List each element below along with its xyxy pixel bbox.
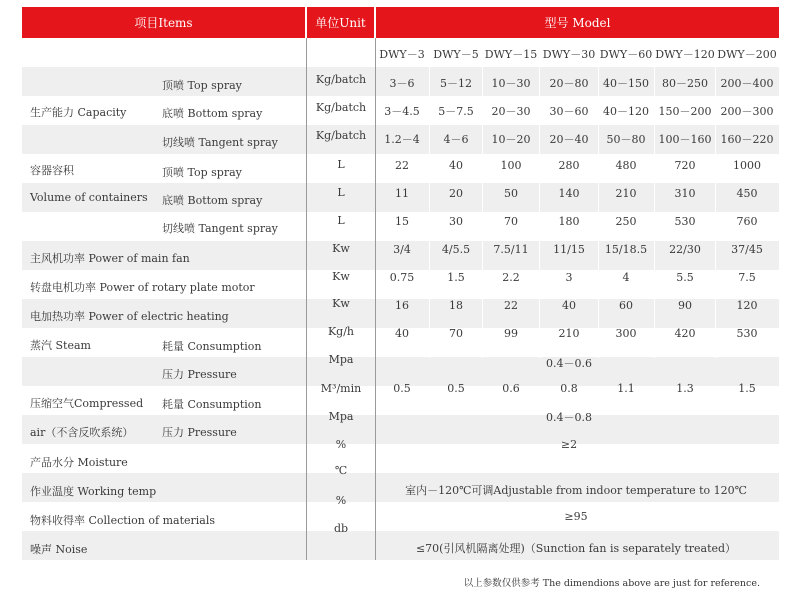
column-divider: [539, 38, 540, 358]
model-name: DWY－30: [542, 48, 596, 61]
value-cell: 1.5: [738, 382, 756, 395]
value-cell: 11: [395, 187, 409, 200]
column-divider: [429, 386, 430, 415]
unit-cell: Kg/batch: [315, 101, 367, 114]
unit-cell: ℃: [334, 464, 348, 477]
value-cell: 37/45: [731, 243, 763, 256]
value-cell: 40－120: [603, 105, 649, 118]
value-cell: 100: [500, 159, 522, 172]
value-cell: 7.5: [738, 271, 756, 284]
value-cell: 150－200: [658, 105, 712, 118]
capacity-label: 生产能力 Capacity: [30, 106, 127, 119]
value-cell: 20－80: [549, 77, 589, 90]
value-cell: 250: [615, 215, 637, 228]
value-cell: 4: [622, 271, 630, 284]
value-cell: 0.5: [447, 382, 465, 395]
unit-cell: Kw: [332, 270, 350, 283]
value-cell: 450: [736, 187, 758, 200]
unit-cell: %: [335, 494, 347, 507]
value-cell: 20: [449, 187, 463, 200]
unit-cell: db: [333, 522, 349, 535]
value-cell: 1.1: [617, 382, 635, 395]
unit-cell: Kg/batch: [315, 73, 367, 86]
value-cell: 15/18.5: [604, 243, 648, 256]
unit-cell: L: [337, 158, 345, 171]
volume-label-en: Volume of containers: [30, 191, 148, 204]
value-cell: 480: [615, 159, 637, 172]
sub-label: 压力 Pressure: [162, 368, 237, 381]
value-cell: 5－12: [440, 77, 472, 90]
value-cell: 22: [504, 299, 518, 312]
value-cell: 0.4－0.6: [546, 357, 592, 370]
steam-label: 蒸汽 Steam: [30, 339, 91, 352]
footnote: 以上参数仅供参考 The dimendions above are just for reference.: [463, 578, 760, 589]
sub-label: 底喷 Bottom spray: [162, 194, 263, 207]
unit-cell: L: [337, 186, 345, 199]
column-divider: [654, 38, 655, 358]
value-cell: 420: [674, 327, 696, 340]
value-cell: 40: [395, 327, 409, 340]
value-cell: 11/15: [553, 243, 585, 256]
value-cell: 70: [504, 215, 518, 228]
volume-label-cn: 容器容积: [30, 164, 74, 177]
value-cell: 100－160: [658, 133, 712, 146]
air-label-1: 压缩空气Compressed: [30, 397, 144, 410]
value-cell: 30－60: [549, 105, 589, 118]
column-divider: [539, 386, 540, 415]
unit-cell: Kg/batch: [315, 129, 367, 142]
value-cell: 室内－120℃可调Adjustable from indoor temperature to 120℃: [405, 484, 747, 497]
value-cell: 22/30: [669, 243, 701, 256]
value-cell: ≥2: [560, 438, 578, 451]
value-cell: 530: [674, 215, 696, 228]
model-name: DWY－3: [379, 48, 425, 61]
value-cell: 3－6: [389, 77, 415, 90]
sub-label: 压力 Pressure: [162, 426, 237, 439]
sub-label: 顶喷 Top spray: [162, 79, 242, 92]
column-divider: [715, 38, 716, 358]
value-cell: 0.6: [502, 382, 520, 395]
model-name: DWY－5: [433, 48, 479, 61]
value-cell: 200－400: [720, 77, 774, 90]
sub-label: 耗量 Consumption: [162, 398, 262, 411]
fan-label: 主风机功率 Power of main fan: [30, 252, 190, 265]
unit-cell: Kw: [332, 242, 350, 255]
value-cell: 20－30: [491, 105, 531, 118]
value-cell: 0.8: [560, 382, 578, 395]
value-cell: 16: [395, 299, 409, 312]
collection-label: 物料收得率 Collection of materials: [30, 514, 215, 527]
value-cell: 1.2－4: [384, 133, 420, 146]
unit-cell: M³/min: [320, 382, 362, 395]
header-model: 型号 Model: [376, 7, 779, 38]
value-cell: 99: [504, 327, 518, 340]
value-cell: 40－150: [603, 77, 649, 90]
value-cell: 5.5: [676, 271, 694, 284]
value-cell: 310: [674, 187, 696, 200]
moisture-label: 产品水分 Moisture: [30, 456, 128, 469]
value-cell: 160－220: [720, 133, 774, 146]
value-cell: 760: [736, 215, 758, 228]
column-divider: [654, 386, 655, 415]
sub-label: 切线喷 Tangent spray: [162, 136, 278, 149]
value-cell: 40: [562, 299, 576, 312]
value-cell: 50: [504, 187, 518, 200]
column-divider: [482, 386, 483, 415]
row-band: [22, 415, 779, 444]
value-cell: 1.3: [676, 382, 694, 395]
value-cell: 2.2: [502, 271, 520, 284]
value-cell: 3/4: [393, 243, 411, 256]
unit-cell: Kg/h: [327, 325, 355, 338]
value-cell: 3－4.5: [384, 105, 420, 118]
value-cell: 60: [619, 299, 633, 312]
value-cell: 280: [558, 159, 580, 172]
model-name: DWY－60: [599, 48, 653, 61]
value-cell: 15: [395, 215, 409, 228]
value-cell: 5－7.5: [438, 105, 474, 118]
value-cell: 1.5: [447, 271, 465, 284]
value-cell: 50－80: [606, 133, 646, 146]
sub-label: 切线喷 Tangent spray: [162, 222, 278, 235]
model-name: DWY－15: [484, 48, 538, 61]
column-divider: [715, 386, 716, 415]
sub-label: 耗量 Consumption: [162, 340, 262, 353]
model-name: DWY－120: [655, 48, 715, 61]
rotary-label: 转盘电机功率 Power of rotary plate motor: [30, 281, 255, 294]
column-divider: [429, 38, 430, 358]
unit-cell: Kw: [332, 297, 350, 310]
value-cell: 22: [395, 159, 409, 172]
value-cell: 80－250: [662, 77, 708, 90]
value-cell: 180: [558, 215, 580, 228]
value-cell: 7.5/11: [493, 243, 529, 256]
value-cell: 90: [678, 299, 692, 312]
value-cell: 3: [565, 271, 573, 284]
value-cell: 0.75: [389, 271, 415, 284]
value-cell: ≥95: [564, 510, 588, 523]
value-cell: 10－30: [491, 77, 531, 90]
value-cell: 18: [449, 299, 463, 312]
value-cell: 70: [449, 327, 463, 340]
value-cell: 30: [449, 215, 463, 228]
unit-cell: Mpa: [328, 410, 354, 423]
column-divider: [375, 38, 376, 560]
column-divider: [598, 386, 599, 415]
value-cell: 210: [558, 327, 580, 340]
value-cell: 20－40: [549, 133, 589, 146]
value-cell: 0.4－0.8: [546, 411, 592, 424]
value-cell: 120: [736, 299, 758, 312]
model-name: DWY－200: [717, 48, 777, 61]
value-cell: 300: [615, 327, 637, 340]
header-items: 项目Items: [22, 7, 305, 38]
unit-cell: Mpa: [328, 353, 354, 366]
temp-label: 作业温度 Working temp: [30, 485, 157, 498]
value-cell: 530: [736, 327, 758, 340]
noise-label: 噪声 Noise: [30, 543, 88, 556]
sub-label: 顶喷 Top spray: [162, 166, 242, 179]
unit-cell: L: [337, 214, 345, 227]
column-divider: [482, 38, 483, 358]
value-cell: 210: [615, 187, 637, 200]
value-cell: ≤70(引风机隔离处理)（Sunction fan is separately treated）: [415, 542, 737, 555]
value-cell: 10－20: [491, 133, 531, 146]
value-cell: 40: [449, 159, 463, 172]
value-cell: 4/5.5: [441, 243, 471, 256]
column-divider: [306, 38, 307, 560]
value-cell: 4－6: [443, 133, 469, 146]
column-divider: [598, 38, 599, 358]
header-unit: 单位Unit: [307, 7, 374, 38]
value-cell: 140: [558, 187, 580, 200]
unit-cell: %: [335, 438, 347, 451]
value-cell: 0.5: [393, 382, 411, 395]
value-cell: 200－300: [720, 105, 774, 118]
heating-label: 电加热功率 Power of electric heating: [30, 310, 229, 323]
sub-label: 底喷 Bottom spray: [162, 107, 263, 120]
air-label-2: air（不含反吹系统）: [30, 426, 134, 439]
value-cell: 720: [674, 159, 696, 172]
value-cell: 1000: [733, 159, 761, 172]
